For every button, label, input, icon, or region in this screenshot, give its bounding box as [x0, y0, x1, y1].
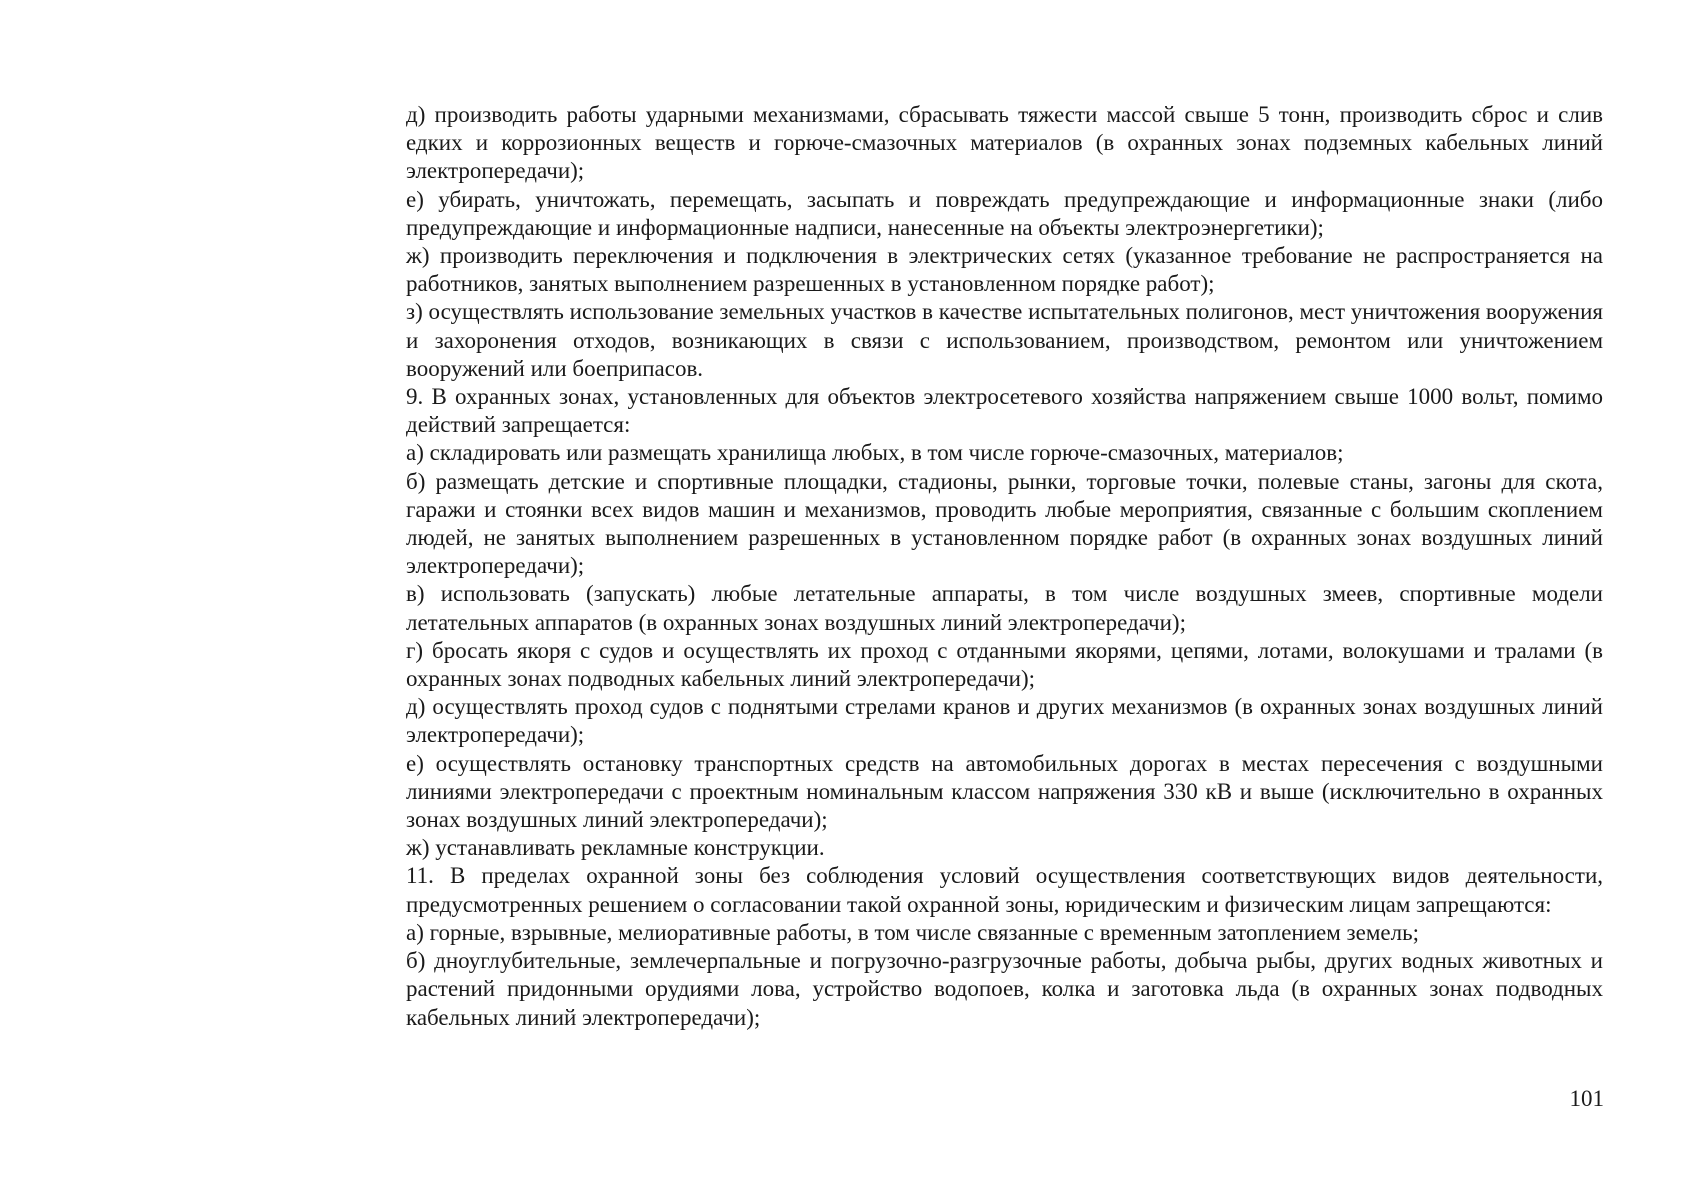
paragraph: е) убирать, уничтожать, перемещать, засыпать и повреждать предупреждающие и информационные знаки (либо предупреждающие и информационные надписи, нанесенные на объекты электроэнергетики);	[406, 186, 1603, 240]
paragraph: ж) производить переключения и подключения в электрических сетях (указанное требование не распространяется на работников, занятых выполнением разрешенных в установленном порядке работ);	[406, 243, 1603, 297]
paragraph: б) размещать детские и спортивные площадки, стадионы, рынки, торговые точки, полевые станы, загоны для скота, гаражи и стоянки всех видов машин и механизмов, проводить любые мероприятия, связанные с большим скоплением людей, не занятых выполнением разрешенных в установленном порядке работ (в охранных зонах воздушных линий электропередачи);	[406, 468, 1603, 579]
paragraph: а) складировать или размещать хранилища любых, в том числе горюче-смазочных, материалов;	[406, 440, 1344, 466]
paragraph: д) осуществлять проход судов с поднятыми стрелами кранов и других механизмов (в охранных зонах воздушных линий электропередачи);	[406, 694, 1603, 748]
paragraph: г) бросать якоря с судов и осуществлять их проход с отданными якорями, цепями, лотами, волокушами и тралами (в охранных зонах подводных кабельных линий электропередачи);	[406, 637, 1603, 692]
paragraph: ж) устанавливать рекламные конструкции.	[406, 835, 825, 861]
page-number: 101	[1569, 1086, 1604, 1111]
document-body	[406, 101, 1603, 1032]
paragraph: б) дноуглубительные, землечерпальные и погрузочно-разгрузочные работы, добыча рыбы, других водных животных и растений придонными орудиями лова, устройство водопоев, колка и заготовка льда (в охранных зонах подводных кабельных линий электропередачи);	[406, 948, 1603, 1030]
paragraph: а) горные, взрывные, мелиоративные работы, в том числе связанные с временным затоплением земель;	[406, 919, 1419, 945]
paragraph: д) производить работы ударными механизмами, сбрасывать тяжести массой свыше 5 тонн, производить сброс и слив едких и коррозионных веществ и горюче-смазочных материалов (в охранных зонах подземных кабельных линий электропередачи);	[406, 102, 1603, 184]
paragraph: в) использовать (запускать) любые летательные аппараты, в том числе воздушных змеев, спортивные модели летательных аппаратов (в охранных зонах воздушных линий электропередачи);	[406, 581, 1603, 635]
paragraph: е) осуществлять остановку транспортных средств на автомобильных дорогах в местах пересечения с воздушными линиями электропередачи с проектным номинальным классом напряжения 330 кВ и выше (исключительно в охранных зонах воздушных линий электропередачи);	[406, 750, 1603, 833]
paragraph: 11. В пределах охранной зоны без соблюдения условий осуществления соответствующих видов деятельности, предусмотренных решением о согласовании такой охранной зоны, юридическим и физическим лицам запрещаются:	[406, 863, 1603, 917]
paragraph: 9. В охранных зонах, установленных для объектов электросетевого хозяйства напряжением свыше 1000 вольт, помимо действий запрещается:	[406, 384, 1603, 438]
paragraph: з) осуществлять использование земельных участков в качестве испытательных полигонов, мест уничтожения вооружения и захоронения отходов, возникающих в связи с использованием, производством, ремонтом или уничтожением вооружений или боеприпасов.	[406, 299, 1603, 381]
